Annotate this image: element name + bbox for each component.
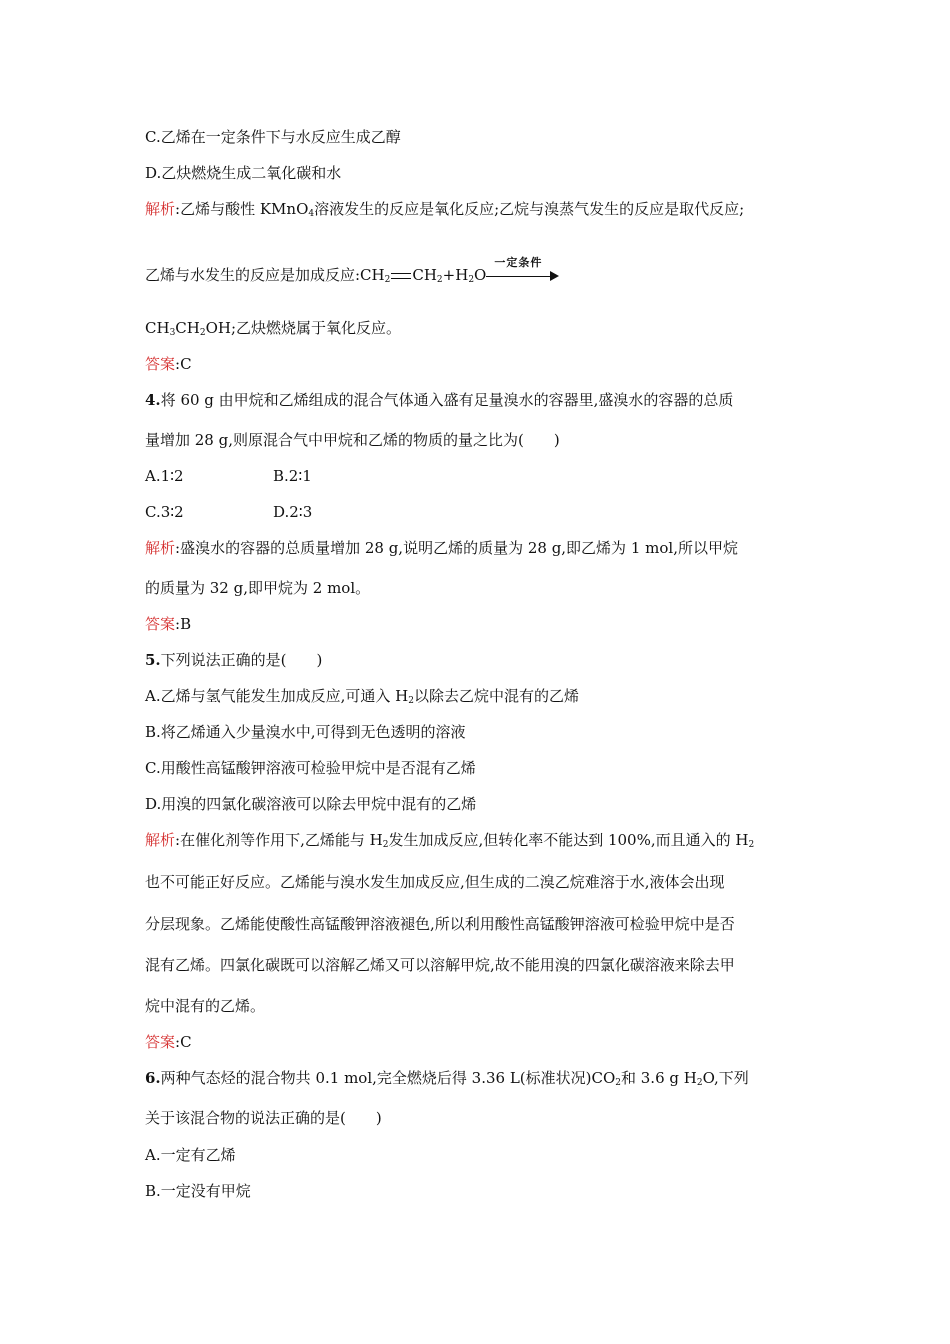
text: OH;乙炔燃烧属于氧化反应。 xyxy=(205,319,402,337)
answer-value: :B xyxy=(175,615,192,633)
subscript: 2 xyxy=(436,275,443,285)
q3-answer xyxy=(145,354,192,374)
arrow-condition-label: 一定条件 xyxy=(494,256,543,269)
text: O xyxy=(474,266,487,284)
text: A.乙烯与氢气能发生加成反应,可通入 H xyxy=(145,687,409,705)
reaction-arrow xyxy=(486,256,560,285)
subscript: 2 xyxy=(468,275,475,285)
subscript: 2 xyxy=(384,275,391,285)
double-bond-symbol xyxy=(391,273,411,279)
text: :在催化剂等作用下,乙烯能与 H xyxy=(175,831,383,849)
text: 溶液发生的反应是氧化反应;乙烷与溴蒸气发生的反应是取代反应; xyxy=(314,200,745,218)
text: CH xyxy=(145,319,170,337)
subscript: 2 xyxy=(748,840,755,850)
q5-answer xyxy=(145,1032,192,1052)
subscript: 2 xyxy=(199,328,206,338)
subscript: 2 xyxy=(408,696,414,706)
q5-option-c: C.用酸性高锰酸钾溶液可检验甲烷中是否混有乙烯 xyxy=(145,759,476,777)
answer-value: :C xyxy=(175,355,192,373)
q5-analysis-line-3: 分层现象。乙烯能使酸性高锰酸钾溶液褪色,所以利用酸性高锰酸钾溶液可检验甲烷中是否 xyxy=(145,915,735,933)
q5-analysis-line-2: 也不可能正好反应。乙烯能与溴水发生加成反应,但生成的二溴乙烷难溶于水,液体会出现 xyxy=(145,873,725,891)
q3-analysis-line-3 xyxy=(145,318,401,338)
subscript: 4 xyxy=(308,209,315,219)
text: :盛溴水的容器的总质量增加 28 g,说明乙烯的质量为 28 g,即乙烯为 1 mol,所以甲烷 xyxy=(175,539,738,557)
q3-analysis-line-1 xyxy=(145,199,744,219)
answer-value: :C xyxy=(175,1033,192,1051)
text: 两种气态烃的混合物共 0.1 mol,完全燃烧后得 3.36 L(标准状况)CO xyxy=(160,1069,616,1087)
subscript: 2 xyxy=(615,1078,621,1088)
option-d: D.2∶3 xyxy=(273,503,313,521)
answer-label: 答案 xyxy=(145,1033,176,1051)
text: 将 60 g 由甲烷和乙烯组成的混合气体通入盛有足量溴水的容器里,盛溴水的容器的总质 xyxy=(160,391,734,409)
text: 以除去乙烷中混有的乙烯 xyxy=(413,687,579,705)
text: O,下列 xyxy=(702,1069,749,1087)
q3-analysis-line-2 xyxy=(145,256,560,285)
text: CH xyxy=(412,266,437,284)
q5-stem xyxy=(145,650,322,670)
subscript: 2 xyxy=(382,840,389,850)
q4-stem-line-1 xyxy=(145,390,733,410)
option-b: B.2∶1 xyxy=(273,467,312,485)
q4-options-row-2 xyxy=(145,502,313,522)
q6-option-b: B.一定没有甲烷 xyxy=(145,1182,251,1200)
q5-option-d: D.用溴的四氯化碳溶液可以除去甲烷中混有的乙烯 xyxy=(145,795,477,813)
subscript: 3 xyxy=(169,328,176,338)
q5-analysis-line-5: 烷中混有的乙烯。 xyxy=(145,997,266,1015)
analysis-label: 解析 xyxy=(145,539,176,557)
q5-option-a xyxy=(145,686,579,706)
q6-option-a: A.一定有乙烯 xyxy=(145,1146,236,1164)
subscript: 2 xyxy=(696,1078,703,1088)
q3-option-d: D.乙炔燃烧生成二氧化碳和水 xyxy=(145,164,342,182)
q4-answer xyxy=(145,614,191,634)
text: 发生加成反应,但转化率不能达到 100%,而且通入的 H xyxy=(388,831,749,849)
q6-stem-line-1 xyxy=(145,1068,749,1088)
text: :乙烯与酸性 KMnO xyxy=(175,200,309,218)
question-number: 5. xyxy=(145,651,161,669)
q4-analysis-line-2: 的质量为 32 g,即甲烷为 2 mol。 xyxy=(145,579,371,597)
analysis-label: 解析 xyxy=(145,831,176,849)
text: CH xyxy=(175,319,200,337)
q6-stem-line-2: 关于该混合物的说法正确的是( ) xyxy=(145,1109,382,1127)
option-a: A.1∶2 xyxy=(145,467,184,485)
q4-options-row-1 xyxy=(145,466,312,486)
text: +H xyxy=(442,266,469,284)
answer-label: 答案 xyxy=(145,615,176,633)
q5-option-b: B.将乙烯通入少量溴水中,可得到无色透明的溶液 xyxy=(145,723,466,741)
q5-analysis-line-1 xyxy=(145,830,754,850)
option-c: C.3∶2 xyxy=(145,503,184,521)
q4-analysis-line-1 xyxy=(145,538,738,558)
question-number: 6. xyxy=(145,1069,161,1087)
text: 下列说法正确的是( ) xyxy=(160,651,323,669)
q3-option-c: C.乙烯在一定条件下与水反应生成乙醇 xyxy=(145,128,401,146)
q5-analysis-line-4: 混有乙烯。四氯化碳既可以溶解乙烯又可以溶解甲烷,故不能用溴的四氯化碳溶液来除去甲 xyxy=(145,956,735,974)
question-number: 4. xyxy=(145,391,161,409)
answer-label: 答案 xyxy=(145,355,176,373)
q4-stem-line-2: 量增加 28 g,则原混合气中甲烷和乙烯的物质的量之比为( ) xyxy=(145,431,560,449)
text: 乙烯与水发生的反应是加成反应:CH xyxy=(145,266,385,284)
analysis-label: 解析 xyxy=(145,200,176,218)
text: 和 3.6 g H xyxy=(621,1069,697,1087)
